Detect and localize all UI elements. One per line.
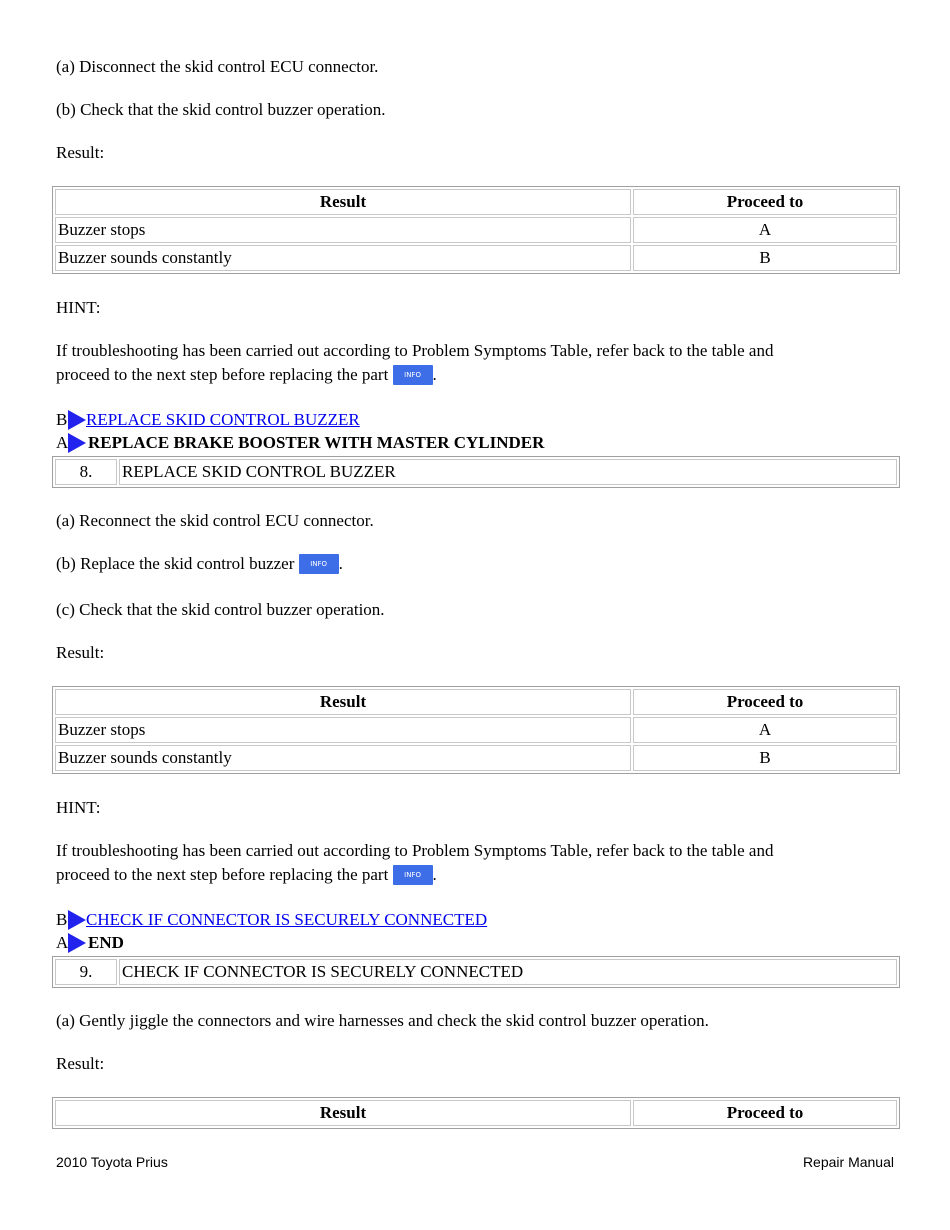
result-table (52, 686, 900, 774)
step-a-jiggle: (a) Gently jiggle the connectors and wire harnesses and check the skid control buzzer operation. (56, 1011, 709, 1030)
info-icon[interactable]: INFO (393, 365, 433, 385)
table-header-row (55, 1100, 897, 1126)
nav-branch-b: B REPLACE SKID CONTROL BUZZER (56, 410, 360, 429)
cell-result: Buzzer stops (55, 217, 631, 243)
hint-text-line2: proceed to the next step before replacing the part INFO . (56, 365, 437, 384)
footer-right: Repair Manual (802, 1154, 894, 1170)
step-header-9 (52, 956, 900, 988)
arrow-right-icon (68, 410, 86, 430)
step-number: 9. (55, 959, 117, 985)
hint-text-line2: proceed to the next step before replacing the part INFO . (56, 865, 437, 884)
table-row (55, 745, 897, 771)
next-step-text: REPLACE BRAKE BOOSTER WITH MASTER CYLINDER (88, 433, 545, 452)
hint-text-line1: If troubleshooting has been carried out according to Problem Symptoms Table, refer back to the table and (56, 341, 774, 360)
header-proceed-to: Proceed to (633, 189, 897, 215)
cell-proceed: A (633, 717, 897, 743)
hint-text-line1: If troubleshooting has been carried out according to Problem Symptoms Table, refer back to the table and (56, 841, 774, 860)
arrow-right-icon (68, 433, 86, 453)
arrow-right-icon (68, 933, 86, 953)
hint-label: HINT: (56, 798, 101, 817)
table-row (55, 217, 897, 243)
step-header-8 (52, 456, 900, 488)
result-table (52, 1097, 900, 1129)
step-b-check: (b) Check that the skid control buzzer operation. (56, 100, 386, 119)
result-table (52, 186, 900, 274)
nav-branch-a: A END (56, 933, 124, 952)
header-proceed-to: Proceed to (633, 689, 897, 715)
info-icon[interactable]: INFO (299, 554, 339, 574)
cell-proceed: B (633, 245, 897, 271)
cell-result: Buzzer sounds constantly (55, 745, 631, 771)
footer-left: 2010 Toyota Prius (56, 1154, 168, 1170)
table-header-row (55, 689, 897, 715)
cell-proceed: B (633, 745, 897, 771)
header-result: Result (55, 1100, 631, 1126)
header-result: Result (55, 189, 631, 215)
arrow-right-icon (68, 910, 86, 930)
table-row (55, 717, 897, 743)
cell-result: Buzzer stops (55, 717, 631, 743)
step-title: CHECK IF CONNECTOR IS SECURELY CONNECTED (119, 959, 897, 985)
step-c-check: (c) Check that the skid control buzzer operation. (56, 600, 385, 619)
step-b-replace: (b) Replace the skid control buzzer INFO . (56, 554, 343, 573)
step-title: REPLACE SKID CONTROL BUZZER (119, 459, 897, 485)
hint-label: HINT: (56, 298, 101, 317)
link-replace-skid-control-buzzer[interactable]: REPLACE SKID CONTROL BUZZER (86, 410, 360, 429)
step-number: 8. (55, 459, 117, 485)
result-label: Result: (56, 1054, 105, 1073)
next-step-text: END (88, 933, 124, 952)
result-label: Result: (56, 143, 105, 162)
header-result: Result (55, 689, 631, 715)
step-a-reconnect: (a) Reconnect the skid control ECU connector. (56, 511, 374, 530)
nav-branch-b: B CHECK IF CONNECTOR IS SECURELY CONNECTED (56, 910, 488, 929)
header-proceed-to: Proceed to (633, 1100, 897, 1126)
nav-branch-a: A REPLACE BRAKE BOOSTER WITH MASTER CYLINDER (56, 433, 545, 452)
info-icon[interactable]: INFO (393, 865, 433, 885)
cell-result: Buzzer sounds constantly (55, 245, 631, 271)
result-label: Result: (56, 643, 105, 662)
table-row (55, 245, 897, 271)
table-header-row (55, 189, 897, 215)
cell-proceed: A (633, 217, 897, 243)
step-a-disconnect: (a) Disconnect the skid control ECU connector. (56, 57, 379, 76)
link-check-connector[interactable]: CHECK IF CONNECTOR IS SECURELY CONNECTED (86, 910, 488, 929)
